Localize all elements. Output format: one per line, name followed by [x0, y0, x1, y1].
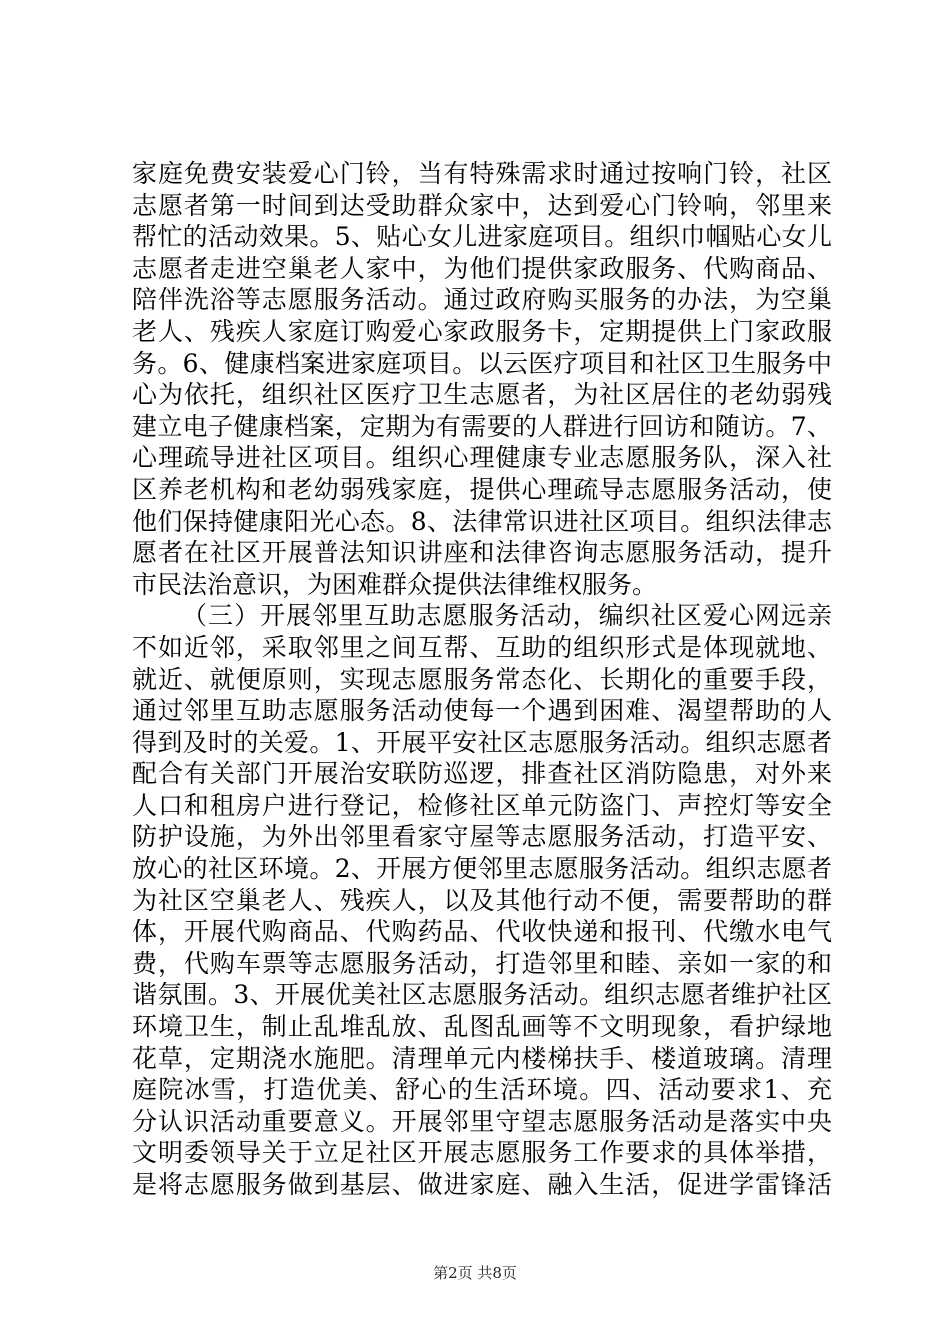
body-text: [132, 158, 832, 1201]
text-line: 陪伴洗浴等志愿服务活动。通过政府购买服务的办法，为空巢: [132, 285, 832, 315]
text-line: 花草，定期浇水施肥。清理单元内楼梯扶手、楼道玻璃。清理: [132, 1043, 832, 1073]
text-line: 他们保持健康阳光心态。8、法律常识进社区项目。组织法律志: [132, 506, 832, 536]
text-line: 体，开展代购商品、代购药品、代收快递和报刊、代缴水电气: [132, 917, 832, 947]
text-line: 心理疏导进社区项目。组织心理健康专业志愿服务队，深入社: [132, 443, 832, 473]
text-line: 配合有关部门开展治安联防巡逻，排查社区消防隐患，对外来: [132, 759, 832, 789]
text-line: 庭院冰雪，打造优美、舒心的生活环境。四、活动要求1、充: [132, 1075, 832, 1105]
text-line: 得到及时的关爱。1、开展平安社区志愿服务活动。组织志愿者: [132, 727, 832, 757]
text-line: 就近、就便原则，实现志愿服务常态化、长期化的重要手段，: [132, 664, 832, 694]
text-line: 人口和租房户进行登记，检修社区单元防盗门、声控灯等安全: [132, 790, 832, 820]
text-line: 文明委领导关于立足社区开展志愿服务工作要求的具体举措，: [132, 1138, 832, 1168]
text-line: 市民法治意识，为困难群众提供法律维权服务。: [132, 569, 658, 599]
text-line: 心为依托，组织社区医疗卫生志愿者，为社区居住的老幼弱残: [132, 380, 832, 410]
text-line: 区养老机构和老幼弱残家庭，提供心理疏导志愿服务活动，使: [132, 474, 832, 504]
text-line: 老人、残疾人家庭订购爱心家政服务卡，定期提供上门家政服: [132, 316, 832, 346]
text-line: 谐氛围。3、开展优美社区志愿服务活动。组织志愿者维护社区: [132, 980, 832, 1010]
text-line: 志愿者第一时间到达受助群众家中，达到爱心门铃响，邻里来: [132, 190, 832, 220]
text-line: 防护设施，为外出邻里看家守屋等志愿服务活动，打造平安、: [132, 822, 832, 852]
text-line: 放心的社区环境。2、开展方便邻里志愿服务活动。组织志愿者: [132, 854, 832, 884]
text-line: 为社区空巢老人、残疾人，以及其他行动不便，需要帮助的群: [132, 885, 832, 915]
text-line: 不如近邻，采取邻里之间互帮、互助的组织形式是体现就地、: [132, 632, 832, 662]
text-line: 分认识活动重要意义。开展邻里守望志愿服务活动是落实中央: [132, 1106, 832, 1136]
text-line: 家庭免费安装爱心门铃，当有特殊需求时通过按响门铃，社区: [132, 159, 832, 188]
text-line: 环境卫生，制止乱堆乱放、乱图乱画等不文明现象，看护绿地: [132, 1012, 832, 1042]
text-line: 帮忙的活动效果。5、贴心女儿进家庭项目。组织巾帼贴心女儿: [132, 222, 832, 252]
text-line: 愿者在社区开展普法知识讲座和法律咨询志愿服务活动，提升: [132, 538, 832, 568]
text-line: 务。6、健康档案进家庭项目。以云医疗项目和社区卫生服务中: [132, 348, 832, 378]
page-number-footer: 第2页 共8页: [433, 1264, 517, 1282]
text-line: 是将志愿服务做到基层、做进家庭、融入生活，促进学雷锋活: [132, 1170, 832, 1199]
text-line: 通过邻里互助志愿服务活动使每一个遇到困难、渴望帮助的人: [132, 696, 832, 726]
text-line: 志愿者走进空巢老人家中，为他们提供家政服务、代购商品、: [132, 253, 832, 283]
text-line: 费，代购车票等志愿服务活动，打造邻里和睦、亲如一家的和: [132, 948, 832, 978]
text-line: 建立电子健康档案，定期为有需要的人群进行回访和随访。7、: [132, 411, 832, 441]
section-heading-line: （三）开展邻里互助志愿服务活动，编织社区爱心网远亲: [182, 601, 832, 631]
